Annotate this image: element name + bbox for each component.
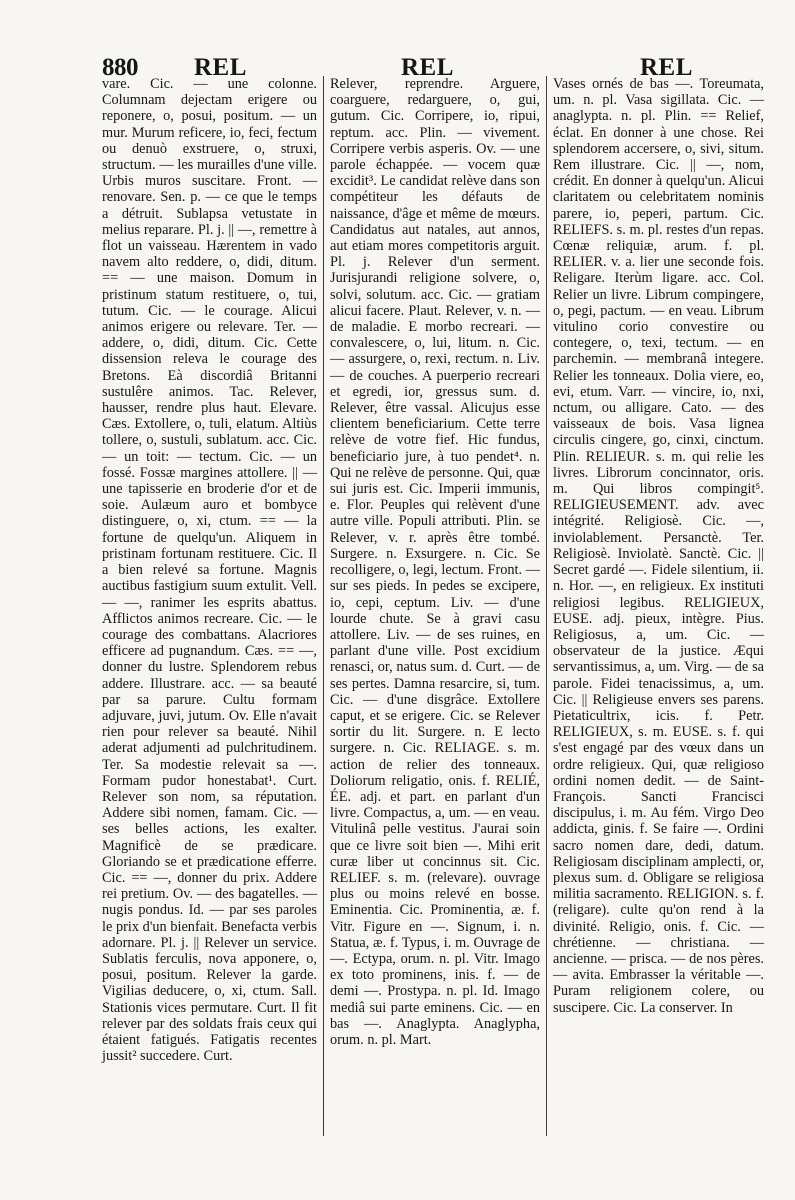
- column-center: [323, 76, 546, 1136]
- column-right-text: Vases ornés de bas —. Toreumata, um. n. pl. Vasa sigillata. Cic. — anaglypta. n. pl. Plin. == Relief, éclat. En donner à une chose. Rei splendorem accersere, o, sivi, situm. Rem illustrare. Cic. || —, nom, crédit. En donner à quelqu'un. Alicui claritatem ou celebritatem nominis parere, io, peperi, partum. Cic. RELIEFS. s. m. pl. restes d'un repas. Cœnæ reliquiæ, arum. f. pl. RELIER. v. a. lier une seconde fois. Religare. Iterùm ligare. acc. Col. Relier un livre. Librum compingere, o, pegi, pactum. — en veau. Librum vitulino corio convestire ou contegere, o, texi, tectum. — en parchemin. — membranâ integere. Relier les tonneaux. Dolia viere, eo, evi, etum. Varr. — vincire, io, nxi, nctum, ou alligare. Cato. — des vaisseaux de bois. Vasa lignea circulis cingere, go, cinxi, cinctum. Plin. RELIEUR. s. m. qui relie les livres. Librorum concinnator, oris. m. Qui libros compingit⁵. RELIGIEUSEMENT. adv. avec intégrité. Religiosè. Cic. —, inviolablement. Persanctè. Ter. Religiosè. Inviolatè. Sanctè. Cic. || Secret gardé —. Fidele silentium, ii. n. Hor. —, en religieux. Ex instituti religiosi legibus. RELIGIEUX, EUSE. adj. pieux, intègre. Pius. Religiosus, a, um. Cic. — observateur de la justice. Æqui servantissimus, a, um. Virg. — de sa parole. Fidei tenacissimus, a, um. Cic. || Religieuse envers ses parens. Pietaticultrix, icis. f. Petr. RELIGIEUX, s. m. EUSE. s. f. qui s'est engagé par des vœux dans un ordre religieux. Qui, quæ religioso ordini nomen dedit. — de Saint-François. Sancti Francisci discipulus, i. m. Au fém. Virgo Deo addicta, ginis. f. Se faire —. Ordini sacro nomen dare, dedi, datum. Religiosam disciplinam amplecti, or, plexus sum. d. Obligare se religiosa militia sacramento. RELIGION. s. f. (religare). culte qu'on rend à la divinité. Religio, onis. f. Cic. — chrétienne. — christiana. — ancienne. — prisca. — de nos pères. — avita. Embrasser la véritable —. Puram religionem colere, ou suscipere. Cic. La conserver. In: [553, 76, 764, 1016]
- guide-word-left: REL: [194, 54, 247, 81]
- guide-word-center: REL: [401, 54, 454, 81]
- text-columns: [100, 76, 770, 1136]
- bottom-margin: [100, 1136, 770, 1137]
- page-number: 880: [102, 54, 138, 81]
- column-right: [546, 76, 770, 1136]
- guide-word-right: REL: [640, 54, 693, 81]
- column-left: [100, 76, 323, 1136]
- column-left-text: vare. Cic. — une colonne. Columnam dejectam erigere ou reponere, o, posui, positum. — un mur. Murum reficere, io, feci, fectum ou denuò exstruere, o, struxi, structum. — les murailles d'une ville. Urbis muros suscitare. Front. — renovare. Sen. p. — ce que le temps a détruit. Sublapsa vetustate in melius reparare. Pl. j. || —, remettre à flot un vaisseau. Hærentem in vado navem alto reddere, o, didi, ditum. == — une maison. Domum in pristinum statum restituere, o, tui, tutum. Cic. — le courage. Alicui animos erigere ou relevare. Ter. — addere, o, didi, ditum. Cic. Cette dissension releva le courage des Bretons. Eà discordiâ Britanni sustulêre animos. Tac. Relever, hausser, rendre plus haut. Elevare. Cæs. Extollere, o, tuli, elatum. Altiùs tollere, o, sustuli, sublatum. acc. Cic. — un toit: — tectum. Cic. — un fossé. Fossæ margines attollere. || — une tapisserie en broderie d'or et de soie. Aulæum auro et bombyce distinguere, o, xi, ctum. == — la fortune de quelqu'un. Aliquem in pristinam fortunam restituere. Cic. Il a bien relevé sa fortune. Magnis auctibus fastigium suum extulit. Vell. — —, ranimer les esprits abattus. Afflictos animos recreare. Cic. — le courage des combattans. Alacriores efficere ad pugnandum. Cæs. == —, donner du lustre. Splendorem rebus addere. Illustrare. acc. — sa beauté par sa parure. Cultu formam adjuvare, juvi, jutum. Ov. Elle n'avait rien pour relever sa beauté. Nihil aderat adjumenti ad pulchritudinem. Ter. Sa modestie relevait sa —. Formam pudor honestabat¹. Curt. Relever son nom, sa réputation. Addere sibi nomen, famam. Cic. — ses belles actions, les exalter. Magnificè de se prædicare. Gloriando se et prædicatione efferre. Cic. == —, donner du prix. Addere rei pretium. Ov. — des bagatelles. — nugis pondus. Id. — par ses paroles le prix d'un bienfait. Benefacta verbis adornare. Pl. j. || Relever un service. Sublatis ferculis, nova apponere, o, posui, positum. Relever la garde. Vigilias deducere, o, xi, ctum. Sall. Stationis vices permutare. Curt. Il fit relever par des soldats frais ceux qui étaient fatigués. Fatigatis recentes jussit² succedere. Curt.: [102, 76, 317, 1065]
- column-center-text: Relever, reprendre. Arguere, coarguere, redarguere, o, gui, gutum. Cic. Corripere, io, ripui, reptum. acc. Plin. — vivement. Corripere verbis asperis. Ov. — une parole échappée. — vocem quæ excidit³. Le candidat relève dans son compétiteur les défauts de naissance, d'âge et même de mœurs. Candidatus aut natales, aut annos, aut etiam mores competitoris arguit. Pl. j. Relever d'un serment. Jurisjurandi religione solvere, o, solvi, solutum. acc. Cic. — gratiam alicui facere. Plaut. Relever, v. n. — de maladie. E morbo recreari. — convalescere, o, lui, litum. n. Cic. — assurgere, o, rexi, rectum. n. Liv. — de couches. A puerperio recreari et egredi, ior, gressus sum. d. Relever, être vassal. Alicujus esse clientem beneficiarium. Cette terre relève de votre fief. Hic fundus, beneficiario jure, à tuo pendet⁴. n. Qui ne relève de personne. Qui, quæ sui juris est. Cic. Imperii immunis, e. Flor. Peuples qui relèvent d'une autre ville. Populi attributi. Plin. se Relever, v. r. après être tombé. Surgere. n. Exsurgere. n. Cic. Se recolligere, o, legi, lectum. Front. — sur ses pieds. In pedes se excipere, io, cepi, ceptum. Liv. — d'une lourde chute. Se à gravi casu attollere. Liv. — de ses ruines, en parlant d'une ville. Post excidium renasci, or, natus sum. d. Curt. — de ses pertes. Damna resarcire, si, tum. Cic. — d'une disgrâce. Extollere caput, et se erigere. Cic. se Relever sortir du lit. Surgere. n. E lecto surgere. n. Cic. RELIAGE. s. m. action de relier des tonneaux. Doliorum religatio, onis. f. RELIÉ, ÉE. adj. et part. en parlant d'un livre. Compactus, a, um. — en veau. Vitulinâ pelle vestitus. J'aurai soin que ce livre soit bien —. Mihi erit curæ liber ut concinnus sit. Cic. RELIEF. s. m. (relevare). ouvrage plus ou moins relevé en bosse. Eminentia. Cic. Prominentia, æ. f. Vitr. Figure en —. Signum, i. n. Statua, æ. f. Typus, i. m. Ouvrage de —. Ectypa, orum. n. pl. Vitr. Imago ex toto prominens, inis. f. — de demi —. Prostypa. n. pl. Id. Imago mediâ sui parte eminens. Cic. — en bas —. Anaglypta. Anaglypha, orum. n. pl. Mart.: [330, 76, 540, 1048]
